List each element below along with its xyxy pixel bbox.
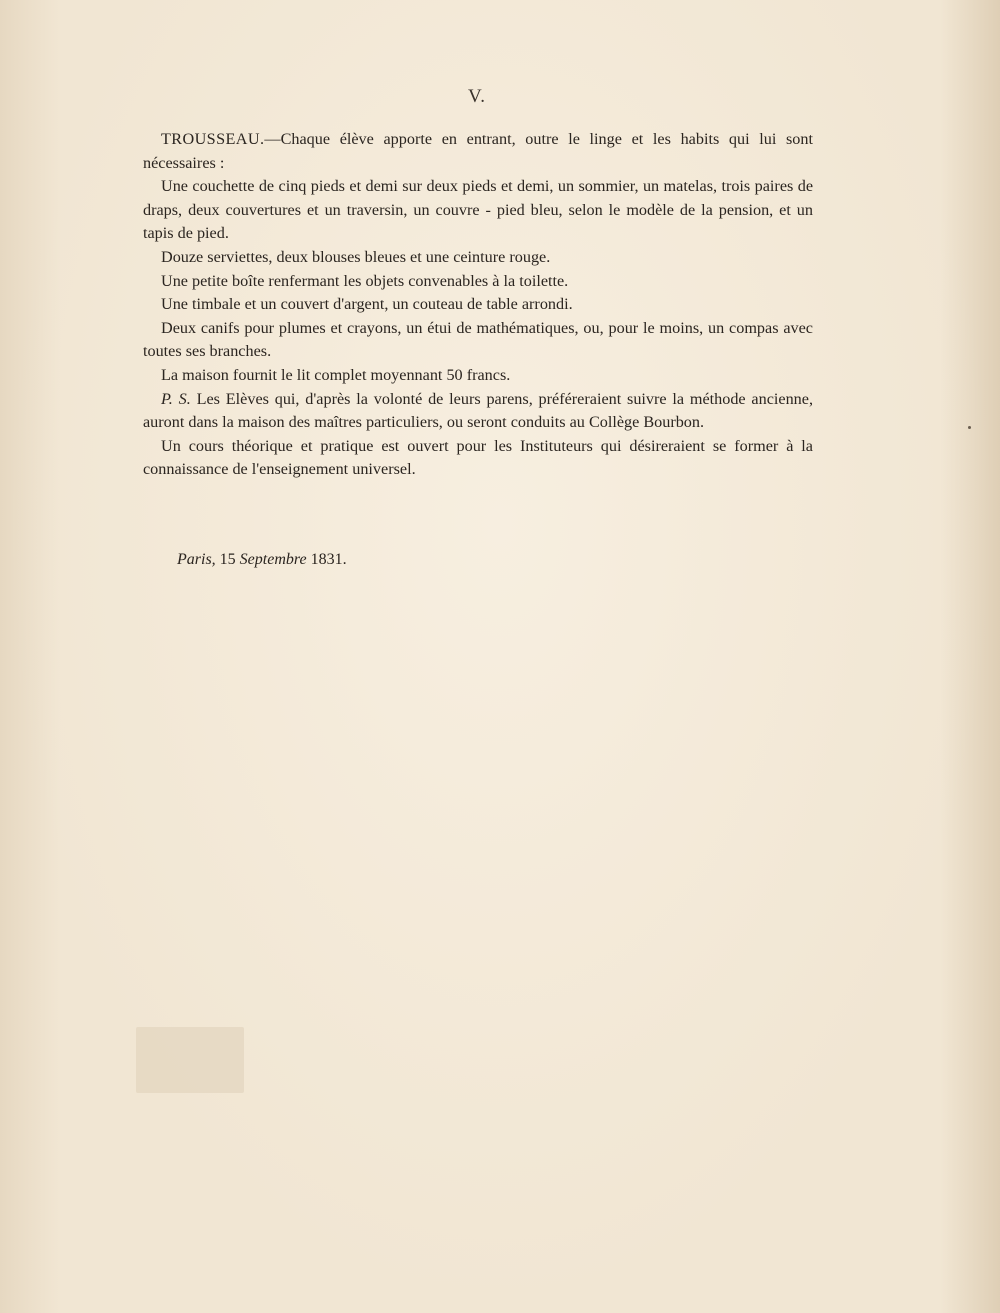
- margin-mark: [968, 426, 971, 429]
- signature-year: 1831.: [310, 551, 347, 568]
- heading-trousseau: TROUSSEAU.: [161, 130, 265, 148]
- signature-place: Paris: [177, 551, 212, 568]
- paragraph-cours: Un cours théorique et pratique est ouvert pour les Instituteurs qui désireraient se former à la connaissance de l'enseignement universel.: [143, 436, 813, 479]
- page-number: V.: [467, 86, 487, 107]
- paragraph-serviettes: Douze serviettes, deux blouses bleues et une ceinture rouge.: [161, 247, 551, 266]
- signature-day: 15: [219, 551, 236, 568]
- paragraph-boite: Une petite boîte renfermant les objets convenables à la toilette.: [161, 271, 569, 290]
- paragraph-lit: La maison fournit le lit complet moyennant 50 francs.: [161, 365, 511, 384]
- paper-stain: [136, 1027, 244, 1093]
- body-text: [143, 128, 813, 482]
- signature-dateline: Paris, 15 Septembre 1831.: [177, 551, 347, 568]
- paragraph-postscript: [143, 388, 813, 435]
- paragraph-text: —Chaque élève apporte en entrant, outre le linge et les habits qui lui sont nécessaires :: [143, 130, 813, 172]
- paragraph-couchette: Une couchette de cinq pieds et demi sur deux pieds et demi, un sommier, un matelas, trois paires de draps, deux couvertures et un traversin, un couvre - pied bleu, selon le modèle de la pension, et un tapis de pied.: [143, 177, 813, 243]
- paragraph-trousseau: [143, 128, 813, 175]
- paragraph-timbale: Une timbale et un couvert d'argent, un couteau de table arrondi.: [161, 295, 573, 314]
- paragraph-text: Les Elèves qui, d'après la volonté de leurs parens, préféreraient suivre la méthode ancienne, auront dans la maison des maîtres particuliers, ou seront conduits au Collège Bourbon.: [143, 389, 813, 432]
- paragraph-canifs: Deux canifs pour plumes et crayons, un étui de mathématiques, ou, pour le moins, un compas avec toutes ses branches.: [143, 318, 813, 361]
- postscript-mark: P. S.: [161, 389, 191, 408]
- signature-month: Septembre: [239, 551, 307, 568]
